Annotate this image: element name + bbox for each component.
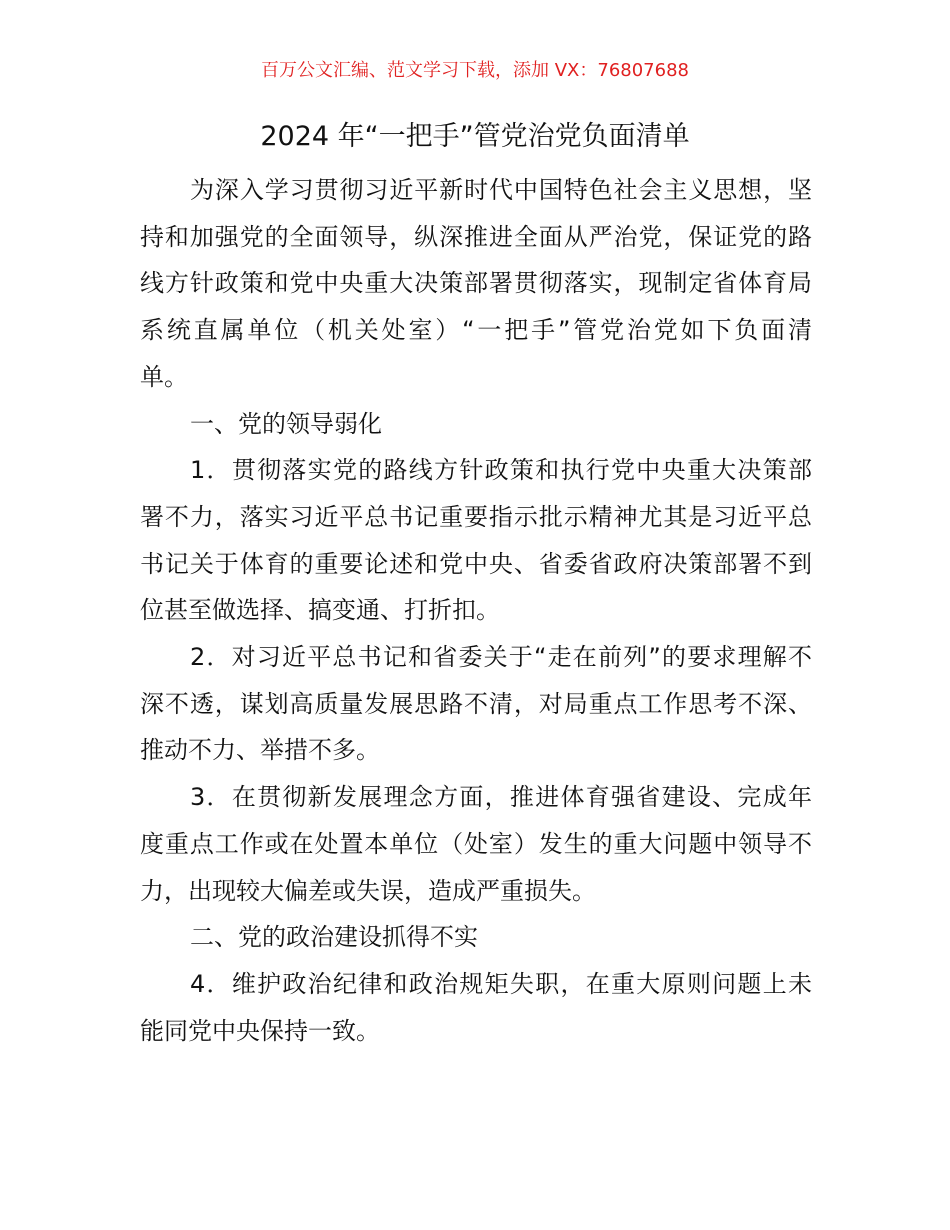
document-body [140, 167, 812, 1054]
paragraph-item-3 [140, 774, 812, 914]
text-line: 2．对习近平总书记和省委关于“走在前列”的要求理解不 [190, 643, 812, 672]
text-line: 3．在贯彻新发展理念方面，推进体育强省建设、完成年 [190, 783, 812, 812]
text-line: 位甚至做选择、搞变通、打折扣。 [140, 596, 500, 625]
section-heading-2 [140, 914, 812, 961]
paragraph-item-2 [140, 634, 812, 774]
paragraph-intro [140, 167, 812, 401]
text-line: 1．贯彻落实党的路线方针政策和执行党中央重大决策部 [190, 456, 812, 485]
text-line: 为深入学习贯彻习近平新时代中国特色社会主义思想，坚 [190, 176, 812, 204]
document-title: 2024 年“一把手”管党治党负面清单 [260, 121, 690, 152]
section-heading-1 [140, 401, 812, 448]
paragraph-item-4 [140, 961, 812, 1054]
text-line: 4．维护政治纪律和政治规矩失职，在重大原则问题上未 [190, 969, 812, 998]
watermark-header: 百万公文汇编、范文学习下载，添加 VX：76807688 [261, 60, 689, 81]
text-line: 署不力，落实习近平总书记重要指示批示精神尤其是习近平总 [140, 502, 812, 531]
text-line: 一、党的领导弱化 [190, 409, 382, 438]
text-line: 二、党的政治建设抓得不实 [190, 923, 478, 952]
text-line: 推动不力、举措不多。 [140, 736, 380, 765]
text-line: 深不透，谋划高质量发展思路不清，对局重点工作思考不深、 [140, 689, 812, 718]
text-line: 度重点工作或在处置本单位（处室）发生的重大问题中领导不 [140, 829, 812, 858]
text-line: 能同党中央保持一致。 [140, 1016, 380, 1045]
text-line: 书记关于体育的重要论述和党中央、省委省政府决策部署不到 [140, 549, 812, 578]
text-line: 线方针政策和党中央重大决策部署贯彻落实，现制定省体育局 [140, 269, 812, 298]
text-line: 持和加强党的全面领导，纵深推进全面从严治党，保证党的路 [140, 222, 812, 251]
paragraph-item-1 [140, 447, 812, 634]
text-line: 单。 [140, 362, 188, 391]
text-line: 力，出现较大偏差或失误，造成严重损失。 [140, 876, 596, 905]
text-line: 系统直属单位（机关处室）“一把手”管党治党如下负面清 [140, 316, 812, 345]
